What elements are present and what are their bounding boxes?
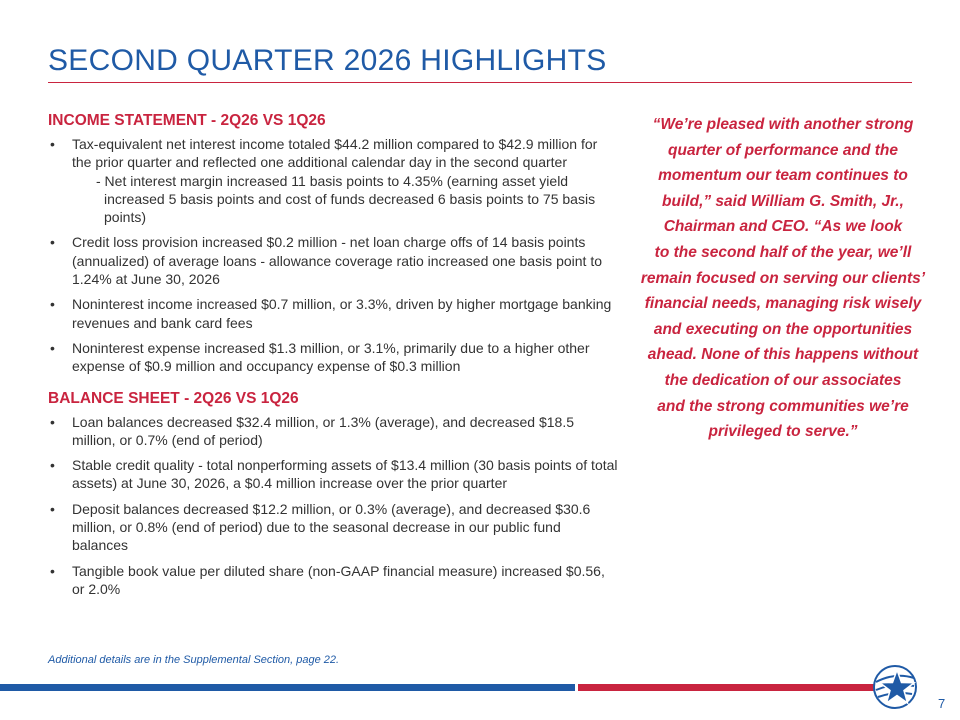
star-circle-icon [872,664,918,710]
list-item: • Noninterest expense increased $1.3 million, or 3.1%, primarily due to a higher other expense of $0.9 million and occupancy expense of $0.3 million [48,339,618,376]
footer-bar-blue [0,684,575,691]
list-item: • Loan balances decreased $32.4 million, or 1.3% (average), and decreased $18.5 million, or 0.7% (end of period) [48,413,618,450]
balance-sheet-heading: BALANCE SHEET - 2Q26 VS 1Q26 [48,389,299,407]
page-title: SECOND QUARTER 2026 HIGHLIGHTS [48,44,607,77]
balance-sheet-list [48,413,618,599]
income-statement-heading: INCOME STATEMENT - 2Q26 VS 1Q26 [48,112,326,129]
footer-bar-red [578,684,876,691]
list-item: • Deposit balances decreased $12.2 million, or 0.3% (average), and decreased $30.6 million, or 0.8% (end of period) due to the seasonal decrease in our public fund balances [48,500,618,555]
list-item: • Stable credit quality - total nonperforming assets of $13.4 million (30 basis points of total assets) at June 30, 2026, a $0.4 million increase over the prior quarter [48,456,618,493]
bullet-text: Tax-equivalent net interest income totaled $44.2 million compared to $42.9 million for the prior quarter and reflected one additional calendar day in the second quarter [72,136,598,171]
highlights-column [48,112,618,605]
nim-sub-item: - Net interest margin increased 11 basis points to 4.35% (earning asset yield increased 5 basis points and cost of funds decreased 6 basis points to 75 basis points) [96,172,596,226]
page-number: 7 [938,696,946,711]
title-divider [48,82,912,83]
ceo-quote: “We’re pleased with another strong quarter of performance and the momentum our team continues to build,” said William G. Smith, Jr., Chairman and CEO. “As we look to the second half of the year, we’ll remain focused on serving our clients’ financial needs, managing risk wisely and executing on the opportunities ahead. None of this happens without the dedication of our associates and the strong communities we’re privileged to serve.” [640,116,926,441]
list-item: • Tangible book value per diluted share (non-GAAP financial measure) increased $0.56, or 2.0% [48,562,618,599]
list-item: • Noninterest income increased $0.7 million, or 3.3%, driven by higher mortgage banking revenues and bank card fees [48,295,618,332]
list-item [48,135,618,226]
list-item: • Credit loss provision increased $0.2 million - net loan charge offs of 14 basis points (annualized) of average loans - allowance coverage ratio increased one basis point to 1.24% at June 30, 2026 [48,233,618,288]
footnote: Additional details are in the Supplemental Section, page 22. [48,654,340,666]
income-statement-list [48,135,618,376]
